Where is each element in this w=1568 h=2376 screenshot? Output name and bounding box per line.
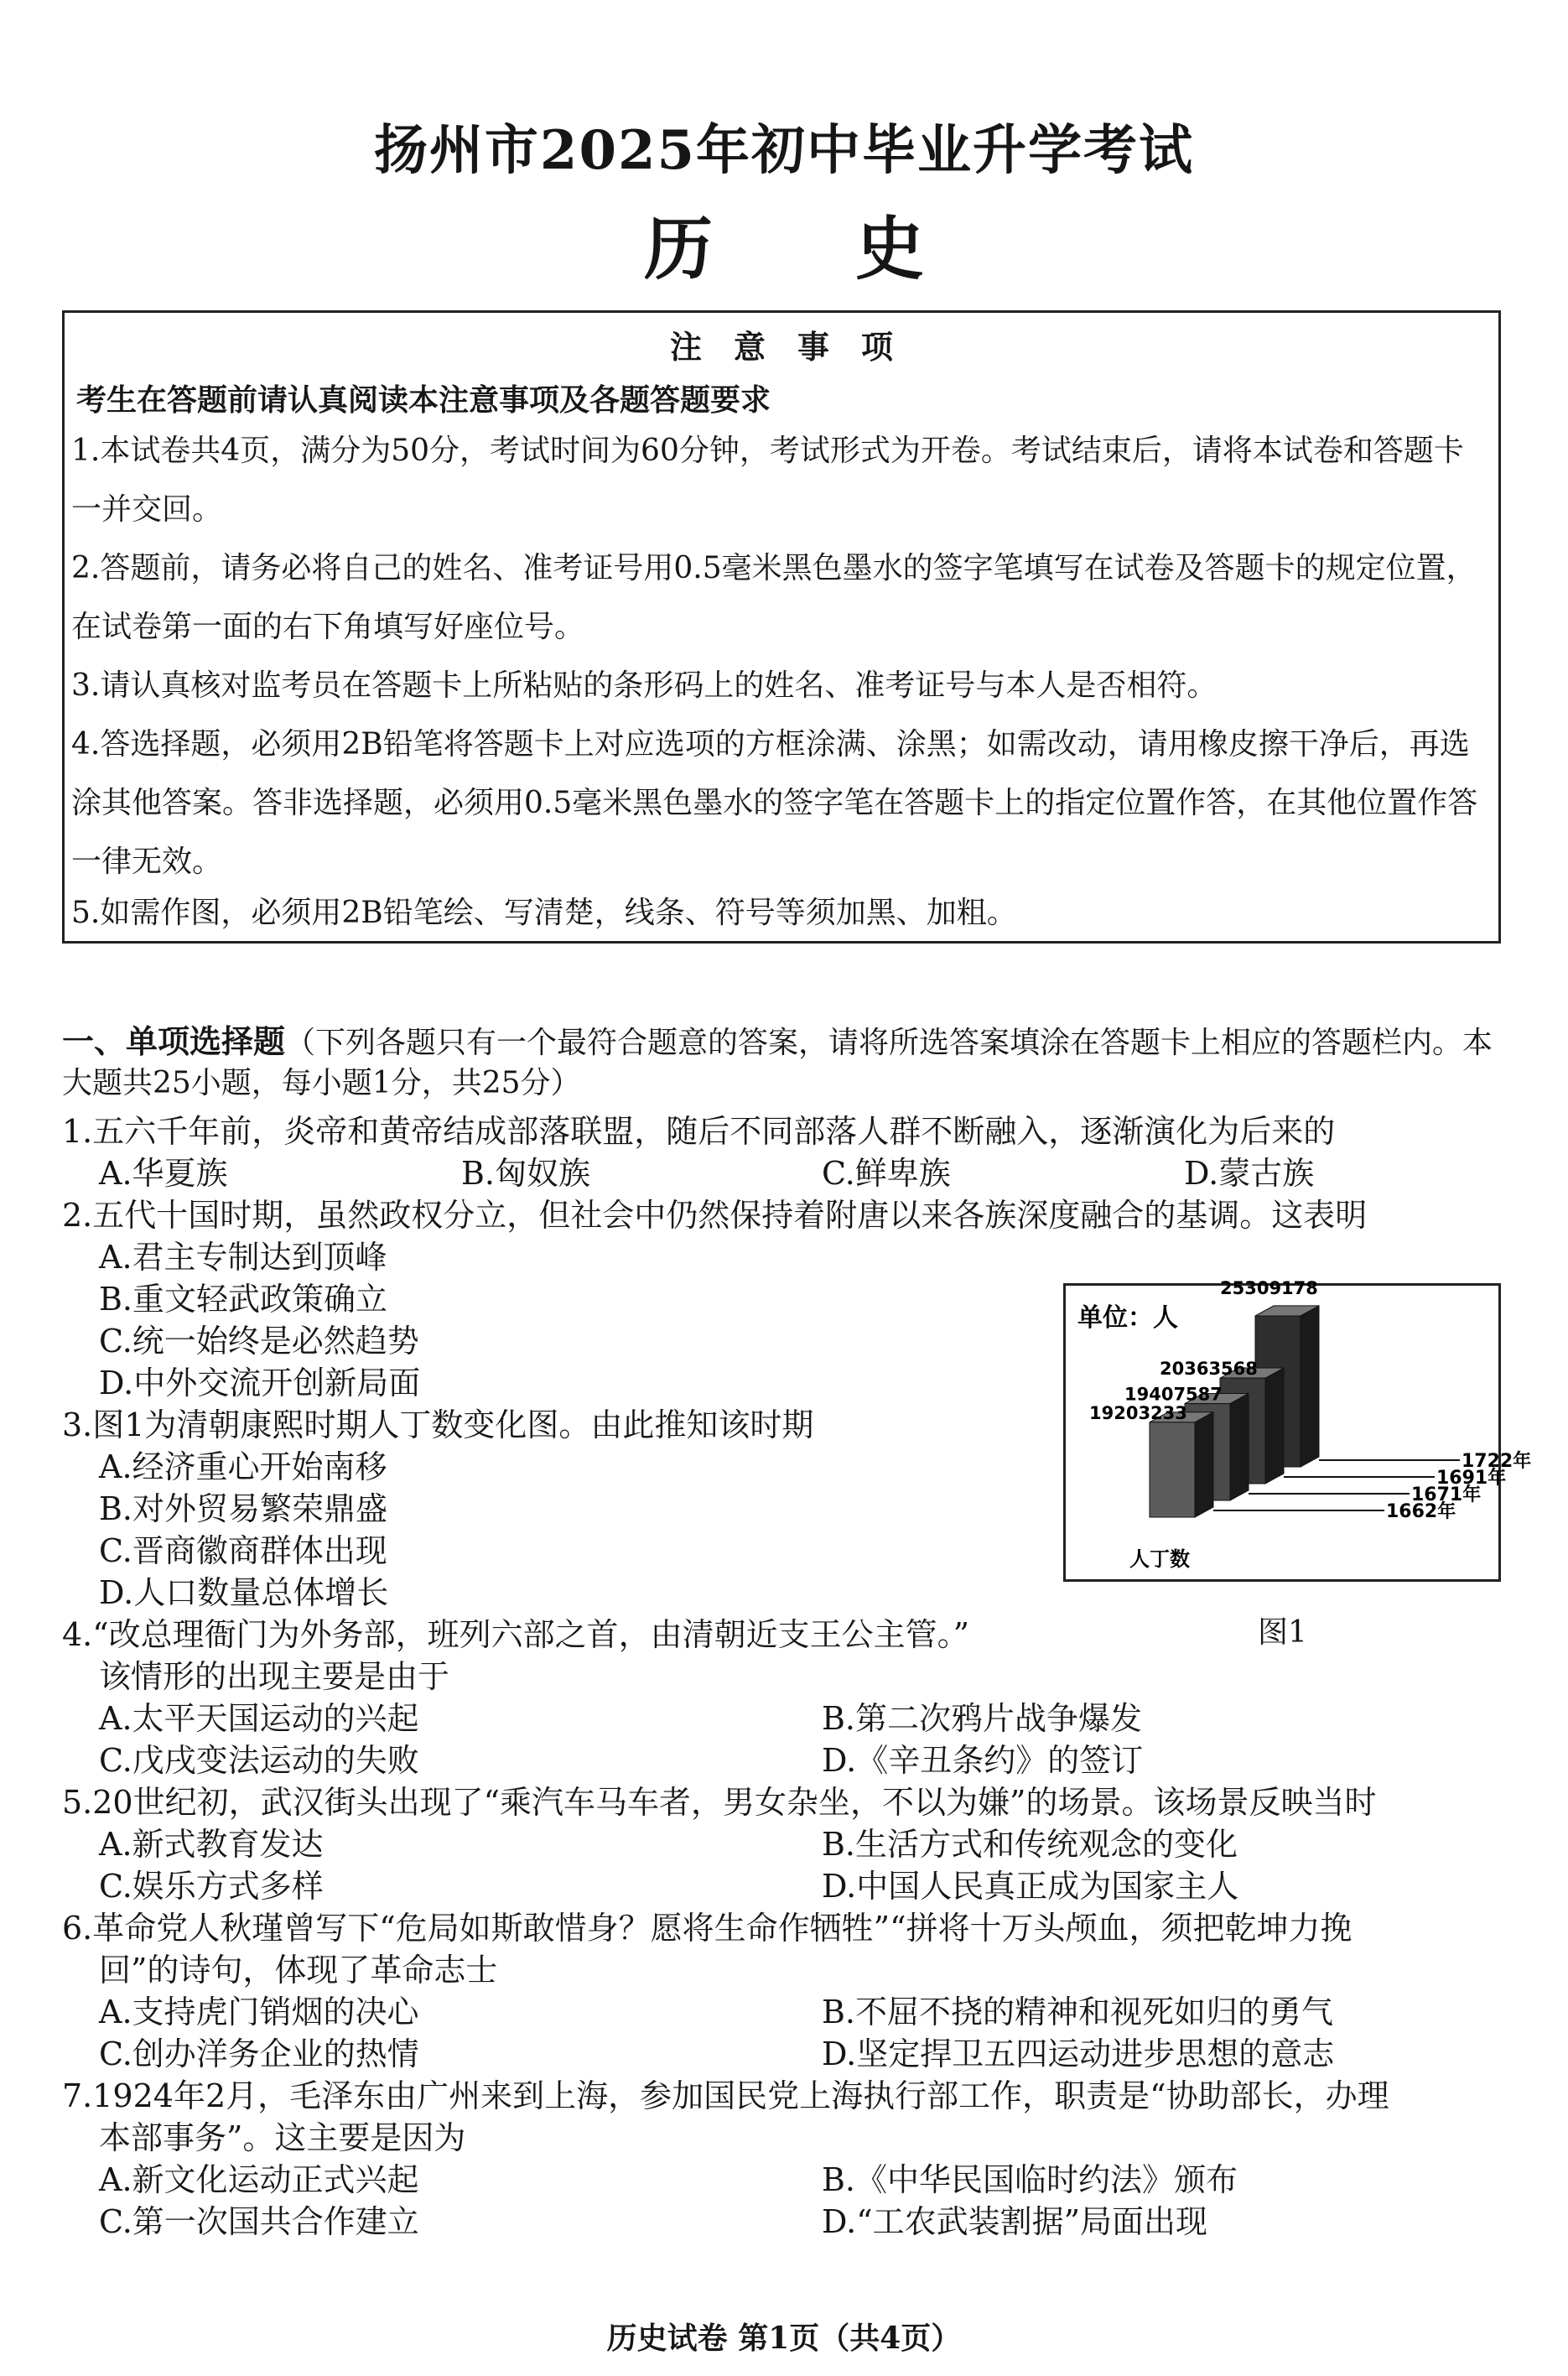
- notice-item: 5.如需作图，必须用2B铅笔绘、写清楚，线条、符号等须加黑、加粗。: [71, 896, 1017, 930]
- bar-side: [1301, 1306, 1319, 1467]
- bar-side: [1230, 1393, 1249, 1500]
- section-header: [62, 1022, 1513, 1104]
- question-stem: 2.五代十国时期，虽然政权分立，但社会中仍然保持着附唐以来各族深度融合的基调。这表明: [62, 1197, 1368, 1234]
- option: C.创办洋务企业的热情: [99, 2035, 419, 2072]
- notice-item: 1.本试卷共4页，满分为50分，考试时间为60分钟，考试形式为开卷。考试结束后，请将本试卷和答题卡一并交回。: [71, 434, 1464, 527]
- value-label: 19203233: [1089, 1402, 1187, 1423]
- bar-side: [1195, 1412, 1213, 1517]
- exam-subject: 历史: [643, 209, 1067, 289]
- question-stem: 4.“改总理衙门为外务部，班列六部之首，由清朝近支王公主管。”: [62, 1616, 970, 1653]
- option: B.第二次鸦片战争爆发: [822, 1700, 1143, 1737]
- option: B.对外贸易繁荣鼎盛: [99, 1490, 388, 1527]
- option: D.坚定捍卫五四运动进步思想的意志: [822, 2035, 1335, 2072]
- chart-unit: 单位：人: [1077, 1303, 1178, 1333]
- exam-title: 扬州市2025年初中毕业升学考试: [373, 119, 1195, 182]
- option: D.中外交流开创新局面: [99, 1365, 421, 1401]
- option: D.蒙古族: [1184, 1155, 1315, 1192]
- option: B.不屈不挠的精神和视死如归的勇气: [822, 1994, 1334, 2030]
- option: D.“工农武装割据”局面出现: [822, 2203, 1208, 2240]
- option: D.《辛丑条约》的签订: [822, 1742, 1144, 1779]
- notice-box: [62, 310, 1501, 944]
- figure-label: 图1: [1258, 1615, 1307, 1650]
- option: B.生活方式和传统观念的变化: [822, 1826, 1238, 1863]
- question-stem: 7.1924年2月，毛泽东由广州来到上海，参加国民党上海执行部工作，职责是“协助部长，办理: [62, 2077, 1389, 2114]
- notice-item: 2.答题前，请务必将自己的姓名、准考证号用0.5毫米黑色墨水的签字笔填写在试卷及答题卡的规定位置，在试卷第一面的右下角填写好座位号。: [71, 551, 1477, 644]
- question-stem-cont: 回”的诗句，体现了革命志士: [99, 1952, 498, 1989]
- option: C.统一始终是必然趋势: [99, 1323, 419, 1360]
- question-stem-cont: 该情形的出现主要是由于: [99, 1658, 450, 1695]
- notice-title: 注意事项: [669, 328, 925, 366]
- option: A.新式教育发达: [99, 1826, 324, 1863]
- option: A.支持虎门销烟的决心: [99, 1994, 419, 2030]
- option: A.太平天国运动的兴起: [99, 1700, 419, 1737]
- option: C.娱乐方式多样: [99, 1868, 324, 1905]
- figure-chart: [1063, 1278, 1532, 1582]
- option: A.经济重心开始南移: [99, 1448, 387, 1485]
- option: C.鲜卑族: [822, 1155, 951, 1192]
- question-stem: 3.图1为清朝康熙时期人丁数变化图。由此推知该时期: [62, 1406, 814, 1443]
- chart-svg: [1066, 1278, 1532, 1579]
- category-label: 1671年: [1411, 1484, 1482, 1505]
- option: A.华夏族: [99, 1155, 228, 1192]
- option: C.第一次国共合作建立: [99, 2203, 419, 2240]
- section-title: 一、单项选择题: [62, 1022, 286, 1060]
- category-label: 1691年: [1436, 1468, 1507, 1489]
- question-stem-cont: 本部事务”。这主要是因为: [99, 2119, 466, 2156]
- category-label: 1662年: [1386, 1501, 1456, 1522]
- option: D.人口数量总体增长: [99, 1574, 389, 1611]
- option: B.重文轻武政策确立: [99, 1281, 388, 1318]
- option: B.匈奴族: [461, 1155, 591, 1192]
- chart-axis-label: 人丁数: [1129, 1547, 1190, 1571]
- option: C.晋商徽商群体出现: [99, 1532, 387, 1569]
- option: A.新文化运动正式兴起: [99, 2161, 419, 2198]
- bar: [1150, 1422, 1195, 1517]
- option: A.君主专制达到顶峰: [99, 1239, 387, 1276]
- value-label: 20363568: [1160, 1359, 1258, 1380]
- option: B.《中华民国临时约法》颁布: [822, 2161, 1238, 2198]
- notice-header: 考生在答题前请认真阅读本注意事项及各题答题要求: [76, 382, 771, 418]
- page-footer: 历史试卷 第1页（共4页）: [606, 2321, 962, 2356]
- bar-side: [1265, 1368, 1284, 1484]
- option: D.中国人民真正成为国家主人: [822, 1868, 1239, 1905]
- category-label: 1722年: [1462, 1451, 1532, 1472]
- option: C.戊戌变法运动的失败: [99, 1742, 419, 1779]
- question-stem: 5.20世纪初，武汉街头出现了“乘汽车马车者，男女杂坐，不以为嫌”的场景。该场景反映当时: [62, 1784, 1377, 1821]
- section-desc: （下列各题只有一个最符合题意的答案，请将所选答案填涂在答题卡上相应的答题栏内。本大题共25小题，每小题1分，共25分）: [62, 1026, 1493, 1100]
- question-stem: 6.革命党人秋瑾曾写下“危局如斯敢惜身？愿将生命作牺牲”“拼将十万头颅血，须把乾坤力挽: [62, 1910, 1353, 1947]
- value-label: 25309178: [1220, 1278, 1318, 1298]
- question-stem: 1.五六千年前，炎帝和黄帝结成部落联盟，随后不同部落人群不断融入，逐渐演化为后来的: [62, 1113, 1336, 1150]
- notice-item: 4.答选择题，必须用2B铅笔将答题卡上对应选项的方框涂满、涂黑；如需改动，请用橡皮擦干净后，再选涂其他答案。答非选择题，必须用0.5毫米黑色墨水的签字笔在答题卡上的指定位置作答，在其他位置作答一律无效。: [71, 727, 1478, 879]
- value-label: 19407587: [1124, 1384, 1223, 1405]
- notice-item: 3.请认真核对监考员在答题卡上所粘贴的条形码上的姓名、准考证号与本人是否相符。: [71, 668, 1218, 703]
